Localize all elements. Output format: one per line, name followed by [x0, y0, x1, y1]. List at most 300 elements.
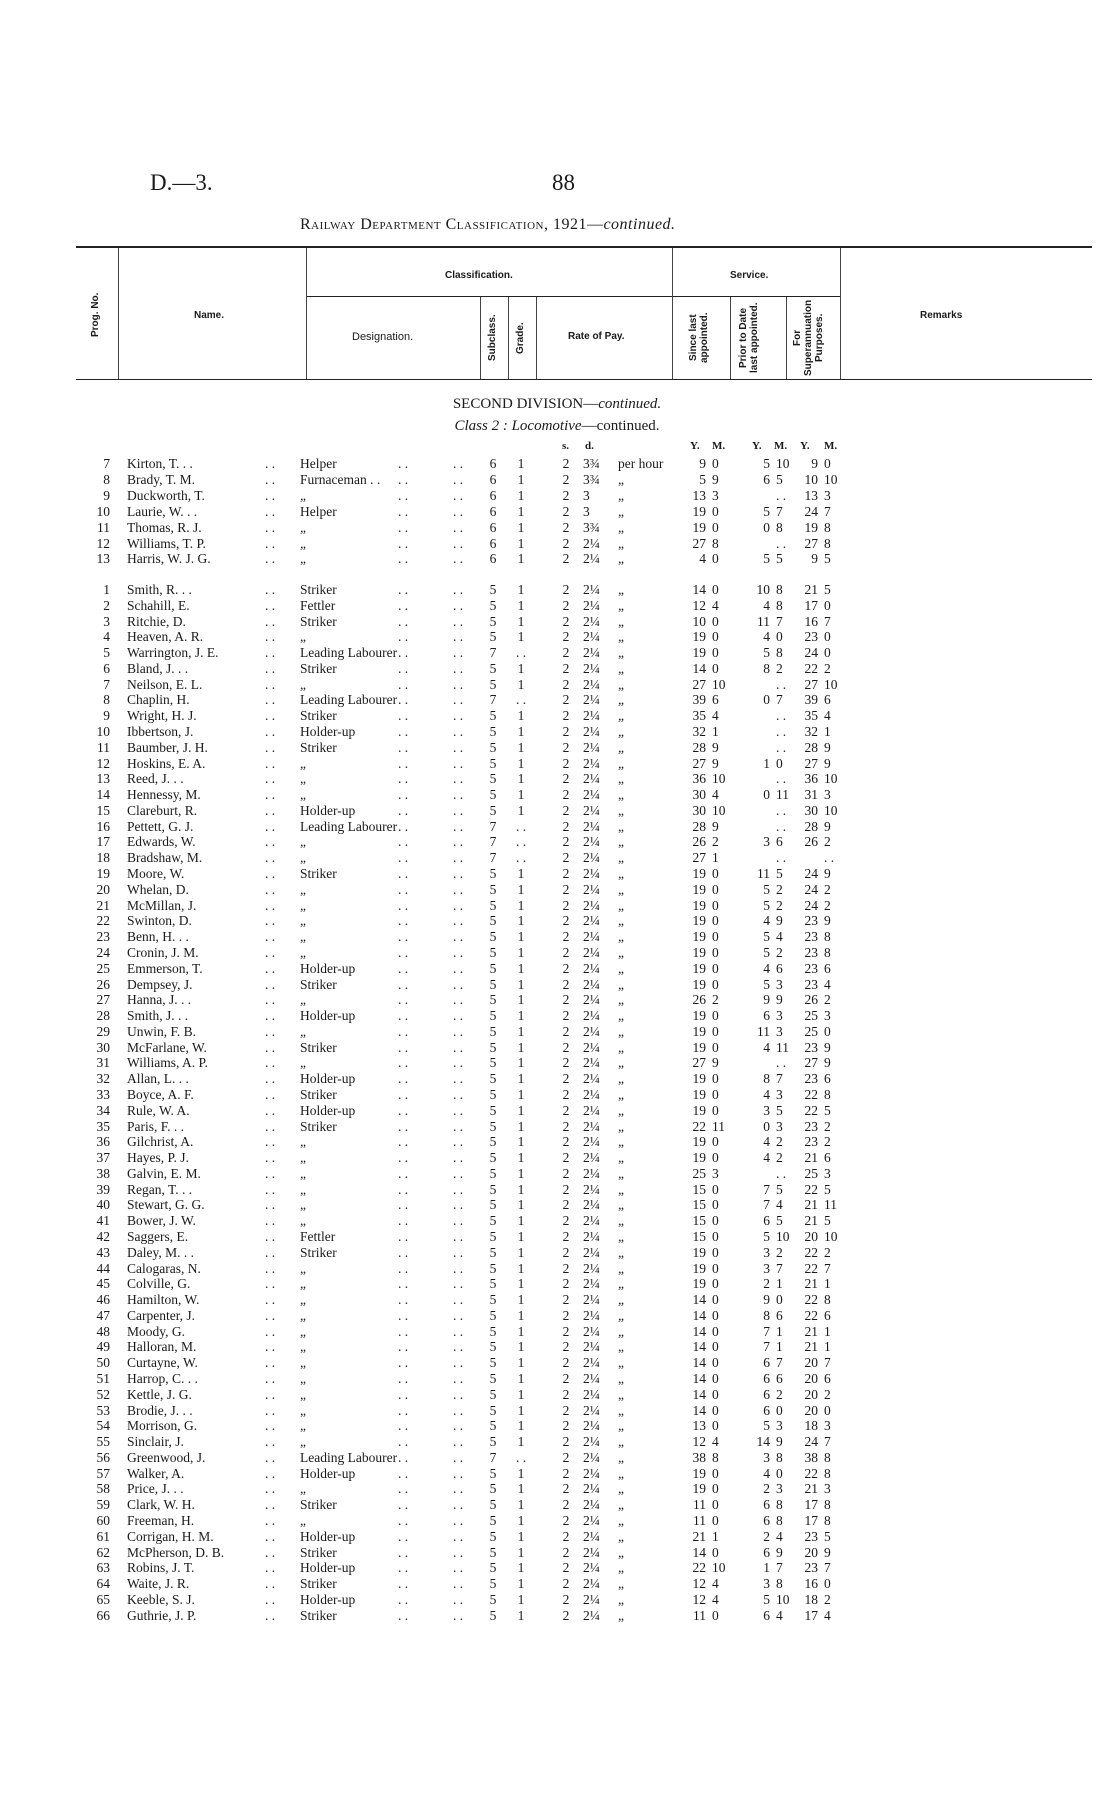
pay-shillings: 2 [562, 834, 570, 850]
designation: Striker [300, 1039, 337, 1055]
since-last-years: 15 [692, 1181, 706, 1197]
dot-leader: . . [265, 1197, 276, 1213]
since-last-months: 0 [712, 613, 719, 629]
super-months: 3 [824, 787, 831, 803]
prog-no: 47 [96, 1307, 110, 1323]
designation: „ [300, 992, 306, 1008]
super-years: 20 [804, 1371, 818, 1386]
designation: Holder-up [300, 802, 356, 818]
table-row [0, 834, 1114, 850]
pay-period: „ [618, 992, 624, 1008]
pay-period: „ [618, 1213, 624, 1229]
prior-years: 9 [763, 1292, 770, 1308]
pay-shillings: 2 [562, 739, 570, 755]
designation: Furnaceman . . [300, 471, 381, 487]
dot-leader: . . [453, 1371, 464, 1386]
super-years: 21 [804, 1197, 818, 1213]
pay-shillings: 2 [562, 944, 570, 960]
table-row [0, 1197, 1114, 1213]
since-last-years: 14 [692, 1402, 706, 1418]
employee-name: Baumber, J. H. [127, 739, 208, 755]
prior-years: 3 [763, 1102, 770, 1118]
designation: Holder-up [300, 1008, 356, 1024]
dot-leader: . . [398, 1071, 409, 1087]
prior-years: 4 [763, 597, 770, 613]
dot-leader: . . [453, 1276, 464, 1292]
designation: Holder-up [300, 1591, 356, 1607]
prog-no: 15 [96, 802, 110, 818]
dot-leader: . . [398, 676, 409, 692]
pay-pence: 2¼ [583, 1244, 600, 1260]
dot-leader: . . [453, 944, 464, 960]
prog-no: 31 [96, 1055, 110, 1071]
since-last-years: 39 [692, 692, 706, 708]
dot-leader: . . [453, 613, 464, 629]
prior-months: . . [776, 724, 787, 740]
dot-leader: . . [265, 535, 276, 551]
grade: 1 [517, 881, 525, 897]
dot-leader: . . [453, 1576, 464, 1592]
pay-shillings: 2 [562, 692, 570, 708]
subclass: 6 [489, 535, 497, 551]
super-months: 6 [824, 960, 831, 976]
dot-leader: . . [453, 1497, 464, 1513]
prog-no: 26 [96, 976, 110, 992]
grade: 1 [517, 1260, 525, 1276]
employee-name: Robins, J. T. [127, 1560, 195, 1576]
class-name: Locomotive [511, 418, 582, 434]
subclass: 6 [489, 551, 497, 567]
prog-no: 11 [97, 739, 110, 755]
subclass: 5 [489, 1513, 497, 1529]
pay-shillings: 2 [562, 1150, 570, 1166]
unit-months-2: M. [774, 440, 788, 452]
pay-pence: 2¼ [583, 992, 600, 1008]
pay-shillings: 2 [562, 487, 570, 503]
super-months: 7 [824, 1260, 831, 1276]
dot-leader: . . [265, 1544, 276, 1560]
super-years: 23 [804, 629, 818, 645]
dot-leader: . . [265, 1339, 276, 1355]
dot-leader: . . [265, 1465, 276, 1481]
super-months: 7 [824, 613, 831, 629]
subclass: 7 [489, 692, 497, 708]
dot-leader: . . [398, 692, 409, 708]
table-row [0, 1119, 1114, 1135]
subclass: 5 [489, 802, 497, 818]
since-last-months: 0 [712, 1418, 719, 1434]
dot-leader: . . [398, 866, 409, 882]
pay-shillings: 2 [562, 1544, 570, 1560]
pay-shillings: 2 [562, 1307, 570, 1323]
pay-period: „ [618, 645, 624, 661]
since-last-years: 30 [692, 787, 706, 803]
pay-shillings: 2 [562, 1355, 570, 1371]
dot-leader: . . [453, 1434, 464, 1450]
prog-no: 64 [96, 1576, 110, 1592]
designation: „ [300, 1418, 306, 1434]
pay-pence: 2¼ [583, 850, 600, 866]
superannuation-header: For Superannuation Purposes. [792, 299, 825, 376]
grade: 1 [517, 913, 525, 929]
prior-years: 14 [756, 1434, 770, 1450]
grade: 1 [517, 676, 525, 692]
employee-name: McFarlane, W. [127, 1039, 207, 1055]
pay-pence: 2¼ [583, 582, 600, 597]
super-years: 24 [804, 503, 818, 519]
prog-no: 63 [96, 1560, 110, 1576]
dot-leader: . . [265, 1497, 276, 1513]
pay-pence: 2¼ [583, 1402, 600, 1418]
since-last-years: 30 [692, 802, 706, 818]
pay-pence: 2¼ [583, 1023, 600, 1039]
designation: „ [300, 1434, 306, 1450]
table-row [0, 866, 1114, 882]
dot-leader: . . [265, 676, 276, 692]
prog-no: 14 [96, 787, 110, 803]
employee-name: Swinton, D. [127, 913, 192, 929]
designation: „ [300, 1023, 306, 1039]
pay-shillings: 2 [562, 1244, 570, 1260]
grade: 1 [517, 1576, 525, 1592]
since-last-years: 14 [692, 1544, 706, 1560]
column-divider [730, 297, 731, 379]
pay-period: „ [618, 535, 624, 551]
subclass: 5 [489, 597, 497, 613]
pay-pence: 3¾ [583, 471, 600, 487]
prior-months: . . [776, 739, 787, 755]
prog-no: 9 [103, 708, 110, 724]
employee-name: Hamilton, W. [127, 1292, 200, 1308]
pay-period: „ [618, 976, 624, 992]
prior-years: 5 [763, 944, 770, 960]
dot-leader: . . [453, 739, 464, 755]
unit-shillings: s. [562, 440, 570, 452]
pay-shillings: 2 [562, 1276, 570, 1292]
subclass: 7 [489, 645, 497, 661]
dot-leader: . . [265, 1402, 276, 1418]
since-last-years: 19 [692, 503, 706, 519]
table-row [0, 882, 1114, 898]
pay-pence: 2¼ [583, 1197, 600, 1213]
super-months: 8 [824, 1465, 831, 1481]
since-last-months: 11 [712, 1118, 725, 1134]
prior-months: 2 [776, 944, 783, 960]
pay-period: „ [618, 1560, 624, 1576]
designation: Helper [300, 456, 337, 471]
prog-no: 51 [96, 1371, 110, 1386]
employee-name: Gilchrist, A. [127, 1134, 194, 1150]
designation: Holder-up [300, 1528, 356, 1544]
dot-leader: . . [453, 802, 464, 818]
subclass: 5 [489, 1386, 497, 1402]
grade: 1 [517, 992, 525, 1008]
prior-years: 5 [763, 1591, 770, 1607]
dot-leader: . . [453, 1544, 464, 1560]
prior-months: 10 [776, 1228, 790, 1244]
dot-leader: . . [265, 645, 276, 661]
super-months: 10 [824, 471, 838, 487]
super-years: 10 [804, 471, 818, 487]
table-row [0, 1134, 1114, 1150]
designation: Striker [300, 1497, 337, 1513]
super-years: 22 [804, 1307, 818, 1323]
grade: 1 [517, 1481, 525, 1497]
dot-leader: . . [265, 1560, 276, 1576]
pay-period: „ [618, 771, 624, 787]
prog-no: 29 [96, 1023, 110, 1039]
subclass: 6 [489, 503, 497, 519]
prior-months: 7 [776, 503, 783, 519]
prior-years: 5 [763, 1418, 770, 1434]
dot-leader: . . [398, 1434, 409, 1450]
dot-leader: . . [265, 629, 276, 645]
table-row [0, 598, 1114, 614]
dot-leader: . . [453, 755, 464, 771]
since-last-years: 13 [692, 487, 706, 503]
designation: „ [300, 1276, 306, 1292]
since-last-months: 0 [712, 1386, 719, 1402]
employee-name: McPherson, D. B. [127, 1544, 225, 1560]
super-months: 4 [824, 1607, 831, 1623]
super-years: 23 [804, 944, 818, 960]
pay-pence: 2¼ [583, 1181, 600, 1197]
table-row [0, 787, 1114, 803]
subclass: 5 [489, 1544, 497, 1560]
grade: 1 [517, 503, 525, 519]
prior-years: 6 [763, 1607, 770, 1623]
table-row [0, 645, 1114, 661]
super-months: 8 [824, 519, 831, 535]
employee-name: Hanna, J. . . [127, 992, 192, 1008]
dot-leader: . . [398, 1213, 409, 1229]
dot-leader: . . [453, 535, 464, 551]
dot-leader: . . [453, 1134, 464, 1150]
since-last-years: 15 [692, 1228, 706, 1244]
grade: 1 [517, 1465, 525, 1481]
employee-name: Ibbertson, J. [127, 724, 194, 740]
prog-no: 19 [96, 866, 110, 882]
employee-name: Greenwood, J. [127, 1449, 206, 1465]
pay-shillings: 2 [562, 1339, 570, 1355]
prior-months: 8 [776, 1576, 783, 1592]
since-last-months: 0 [712, 1039, 719, 1055]
super-months: 2 [824, 1134, 831, 1150]
employee-name: Williams, T. P. [127, 535, 206, 551]
since-last-years: 19 [692, 1134, 706, 1150]
column-divider [786, 297, 787, 379]
grade: . . [515, 850, 527, 866]
pay-pence: 2¼ [583, 976, 600, 992]
super-years: 36 [804, 771, 818, 787]
prior-months: 10 [776, 456, 790, 471]
super-months: 2 [824, 1118, 831, 1134]
designation: „ [300, 755, 306, 771]
employee-name: Daley, M. . . [127, 1244, 194, 1260]
pay-period: „ [618, 1371, 624, 1386]
super-years: 30 [804, 802, 818, 818]
pay-shillings: 2 [562, 1607, 570, 1623]
dot-leader: . . [453, 834, 464, 850]
dot-leader: . . [398, 1560, 409, 1576]
dot-leader: . . [453, 471, 464, 487]
since-last-months: 0 [712, 645, 719, 661]
employee-name: Neilson, E. L. [127, 676, 203, 692]
prior-years: 3 [763, 1576, 770, 1592]
prog-no: 7 [103, 456, 110, 471]
unit-years-2: Y. [752, 440, 762, 452]
dot-leader: . . [398, 551, 409, 567]
super-months: 8 [824, 944, 831, 960]
designation: „ [300, 787, 306, 803]
designation: Striker [300, 866, 337, 882]
since-last-months: 4 [712, 787, 719, 803]
employee-name: Warrington, J. E. [127, 645, 219, 661]
dot-leader: . . [453, 1244, 464, 1260]
dot-leader: . . [265, 1102, 276, 1118]
super-years: 24 [804, 881, 818, 897]
prior-months: 6 [776, 960, 783, 976]
grade: 1 [517, 1039, 525, 1055]
designation: „ [300, 1197, 306, 1213]
prog-no: 41 [96, 1213, 110, 1229]
pay-period: „ [618, 1134, 624, 1150]
employee-name: Bland, J. . . [127, 660, 189, 676]
since-last-months: 0 [712, 503, 719, 519]
grade: 1 [517, 1591, 525, 1607]
dot-leader: . . [453, 866, 464, 882]
prior-years: 5 [763, 976, 770, 992]
since-last-months: 0 [712, 944, 719, 960]
prior-years: 7 [763, 1339, 770, 1355]
prior-months: 7 [776, 692, 783, 708]
unit-pence: d. [585, 440, 594, 452]
designation: „ [300, 929, 306, 945]
prior-years: 2 [763, 1276, 770, 1292]
pay-period: „ [618, 1481, 624, 1497]
prior-months: 7 [776, 1560, 783, 1576]
since-last-months: 10 [712, 1560, 726, 1576]
super-months: 10 [824, 802, 838, 818]
prog-no: 8 [103, 692, 110, 708]
subclass: 5 [489, 1576, 497, 1592]
super-months: 6 [824, 1371, 831, 1386]
super-months: 6 [824, 1071, 831, 1087]
designation: Striker [300, 613, 337, 629]
since-last-months: 0 [712, 1276, 719, 1292]
since-last-months: 0 [712, 866, 719, 882]
employee-name: Schahill, E. [127, 597, 190, 613]
prog-no: 17 [96, 834, 110, 850]
designation: „ [300, 629, 306, 645]
employee-name: Duckworth, T. [127, 487, 205, 503]
pay-shillings: 2 [562, 1039, 570, 1055]
dot-leader: . . [398, 708, 409, 724]
prior-months: 9 [776, 1434, 783, 1450]
dot-leader: . . [453, 1560, 464, 1576]
dot-leader: . . [398, 1244, 409, 1260]
pay-period: „ [618, 1576, 624, 1592]
designation: Striker [300, 708, 337, 724]
subclass: 5 [489, 1039, 497, 1055]
pay-period: „ [618, 1292, 624, 1308]
since-last-months: 2 [712, 992, 719, 1008]
dot-leader: . . [398, 850, 409, 866]
designation: Helper [300, 503, 337, 519]
pay-shillings: 2 [562, 629, 570, 645]
prior-months: 7 [776, 613, 783, 629]
prog-no: 10 [96, 503, 110, 519]
super-months: 10 [824, 676, 838, 692]
pay-pence: 2¼ [583, 1008, 600, 1024]
prior-years: 11 [757, 1023, 770, 1039]
pay-period: per hour [618, 456, 664, 471]
dot-leader: . . [398, 929, 409, 945]
dot-leader: . . [398, 535, 409, 551]
designation: „ [300, 1307, 306, 1323]
super-years: 16 [804, 613, 818, 629]
designation: „ [300, 897, 306, 913]
pay-shillings: 2 [562, 1497, 570, 1513]
table-row [0, 1276, 1114, 1292]
super-months: 3 [824, 1008, 831, 1024]
dot-leader: . . [265, 771, 276, 787]
since-last-years: 11 [693, 1497, 706, 1513]
employee-name: Brady, T. M. [127, 471, 195, 487]
since-last-months: 10 [712, 676, 726, 692]
dot-leader: . . [265, 929, 276, 945]
since-last-months: 1 [712, 724, 719, 740]
pay-period: „ [618, 1008, 624, 1024]
super-years: 23 [804, 1134, 818, 1150]
prog-no: 7 [103, 676, 110, 692]
table-row [0, 1292, 1114, 1308]
super-years: 26 [804, 992, 818, 1008]
pay-period: „ [618, 1118, 624, 1134]
designation: Holder-up [300, 960, 356, 976]
super-months: 9 [824, 1039, 831, 1055]
pay-pence: 2¼ [583, 692, 600, 708]
dot-leader: . . [453, 1086, 464, 1102]
designation: „ [300, 676, 306, 692]
subclass: 7 [489, 818, 497, 834]
dot-leader: . . [398, 913, 409, 929]
employee-name: Smith, R. . . [127, 582, 192, 597]
subclass: 5 [489, 929, 497, 945]
designation: Striker [300, 1576, 337, 1592]
prior-months: . . [776, 487, 787, 503]
grade: . . [515, 1449, 527, 1465]
prior-years: 5 [763, 897, 770, 913]
pay-shillings: 2 [562, 1434, 570, 1450]
dot-leader: . . [265, 913, 276, 929]
prior-months: 8 [776, 582, 783, 597]
dot-leader: . . [398, 1513, 409, 1529]
table-row [0, 1371, 1114, 1387]
dot-leader: . . [398, 1228, 409, 1244]
employee-name: Regan, T. . . [127, 1181, 193, 1197]
dot-leader: . . [265, 660, 276, 676]
subclass: 5 [489, 1607, 497, 1623]
pay-shillings: 2 [562, 724, 570, 740]
since-last-years: 14 [692, 1371, 706, 1386]
dot-leader: . . [265, 1055, 276, 1071]
pay-pence: 2¼ [583, 1213, 600, 1229]
since-last-years: 14 [692, 1323, 706, 1339]
dot-leader: . . [453, 1228, 464, 1244]
since-last-years: 12 [692, 597, 706, 613]
designation: Leading Labourer [300, 692, 398, 708]
